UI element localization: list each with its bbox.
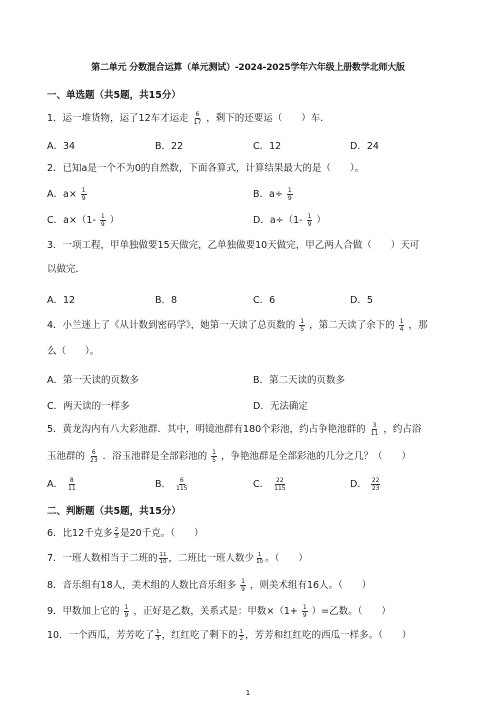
fraction: $\frac{6}{115}$ (176, 477, 188, 492)
question-3-line2: 以做完． (47, 264, 86, 275)
option-d[interactable]: D．a÷（1- $\frac{1}{9}$ ） (253, 213, 326, 228)
fraction: $\frac{1}{9}$ (124, 604, 129, 619)
fraction: $\frac{1}{9}$ (287, 187, 292, 202)
question-text: ，剩下的还要运（ ）车． (206, 113, 330, 124)
option-d[interactable]: D．无法确定 (253, 401, 308, 412)
option-c[interactable]: C．6 (253, 295, 276, 306)
fraction: $\frac{22}{23}$ (371, 477, 380, 492)
option-a[interactable]: A． $\frac{8}{11}$ (47, 477, 76, 492)
fraction: $\frac{6}{23}$ (90, 449, 98, 464)
fraction: $\frac{3}{11}$ (370, 422, 379, 437)
page-title: 第二单元 分数混合运算（单元测试）-2024-2025学年六年级上册数学北师大版 (91, 63, 405, 73)
fraction: $\frac{1}{9}$ (241, 578, 245, 593)
question-6: 6．比12千克多 $\frac{2}{3}$ 是20千克。（ ） (47, 527, 204, 540)
section-heading-single-choice: 一、单选题（共5题，共15分） (47, 90, 181, 101)
question-text: 1．运一堆货物，运了12车才运走 (47, 113, 189, 124)
fraction: $\frac{22}{115}$ (274, 477, 286, 492)
option-a[interactable]: A．12 (47, 295, 76, 306)
option-d[interactable]: D．24 (350, 141, 379, 152)
question-4-line2: 么（ ）。 (47, 346, 100, 357)
fraction: $\frac{1}{2}$ (239, 629, 244, 642)
fraction: $\frac{8}{11}$ (68, 477, 76, 492)
question-5-line2: 玉池群的 $\frac{6}{23}$ ．浴玉池群是全部彩池的 $\frac{1}{5}$ ，争艳池群是全部彩池的几分之几？（ ） (47, 449, 412, 464)
fraction: $\frac{1}{9}$ (307, 213, 312, 228)
option-c[interactable]: C．a×（1- $\frac{1}{9}$ ） (47, 213, 120, 228)
option-b[interactable]: B．22 (155, 141, 184, 152)
fraction: $\frac{1}{4}$ (399, 318, 404, 333)
fraction: $\frac{1}{9}$ (302, 604, 307, 619)
fraction: $\frac{11}{10}$ (159, 552, 167, 565)
fraction: $\frac{1}{9}$ (81, 187, 86, 202)
fraction: $\frac{1}{10}$ (256, 552, 264, 565)
fraction: $\frac{2}{3}$ (114, 527, 119, 540)
question-7: 7．一班人数相当于二班的 $\frac{11}{10}$ ，二班比一班人数少 $\frac{1}{10}$ 。（ ） (47, 552, 308, 565)
option-a[interactable]: A．第一天读的页数多 (47, 375, 139, 386)
option-c[interactable]: C．12 (253, 141, 282, 152)
fraction: $\frac{1}{5}$ (212, 449, 216, 464)
fraction: $\frac{1}{9}$ (100, 213, 105, 228)
question-4-line1: 4．小兰迷上了《从计数到密码学》，她第一天读了总页数的 $\frac{1}{5}$ ，第二天读了余下的 $\frac{1}{4}$ ，那 (47, 318, 428, 333)
option-b[interactable]: B．8 (155, 295, 178, 306)
section-heading-true-false: 二、判断题（共5题，共15分） (47, 506, 181, 517)
question-2: 2．已知a是一个不为0的自然数，下面各算式，计算结果最大的是（ ）。 (47, 163, 365, 174)
question-9: 9．甲数加上它的 $\frac{1}{9}$ ，正好是乙数，关系式是：甲数×（1+ $\frac{1}{9}$ ）=乙数。（ ） (47, 604, 391, 619)
fraction: $\frac{6}{17}$ (193, 111, 202, 126)
option-d[interactable]: D．5 (350, 295, 373, 306)
option-c[interactable]: C．两天读的一样多 (47, 401, 130, 412)
option-b[interactable]: B． $\frac{6}{115}$ (155, 477, 188, 492)
page-number: 1 (245, 689, 251, 697)
option-c[interactable]: C． $\frac{22}{115}$ (253, 477, 286, 492)
option-b[interactable]: B．第二天读的页数多 (253, 375, 346, 386)
question-3-line1: 3．一项工程，甲单独做要15天做完，乙单独做要10天做完，甲乙两人合做（ ）天可 (47, 240, 420, 251)
fraction: $\frac{1}{3}$ (156, 629, 160, 642)
question-1 (47, 111, 456, 126)
fraction: $\frac{1}{5}$ (300, 318, 305, 333)
question-10: 10．一个西瓜，芳芳吃了 $\frac{1}{3}$ ，红红吃了剩下的 $\frac{1}{2}$ ，芳芳和红红吃的西瓜一样多。（ ） (47, 629, 412, 642)
option-b[interactable]: B．a÷ $\frac{1}{9}$ (253, 187, 292, 202)
question-8: 8．音乐组有18人，美术组的人数比音乐组多 $\frac{1}{9}$ ，则美术组有16人。（ ） (47, 578, 372, 593)
option-d[interactable]: D． $\frac{22}{23}$ (350, 477, 380, 492)
option-a[interactable]: A．a× $\frac{1}{9}$ (47, 187, 86, 202)
question-5-line1: 5．黄龙沟内有八大彩池群．其中，明镜池群有180个彩池，约占争艳池群的 $\frac{3}{11}$ ，约占浴 (47, 422, 422, 437)
option-a[interactable]: A．34 (47, 141, 76, 152)
